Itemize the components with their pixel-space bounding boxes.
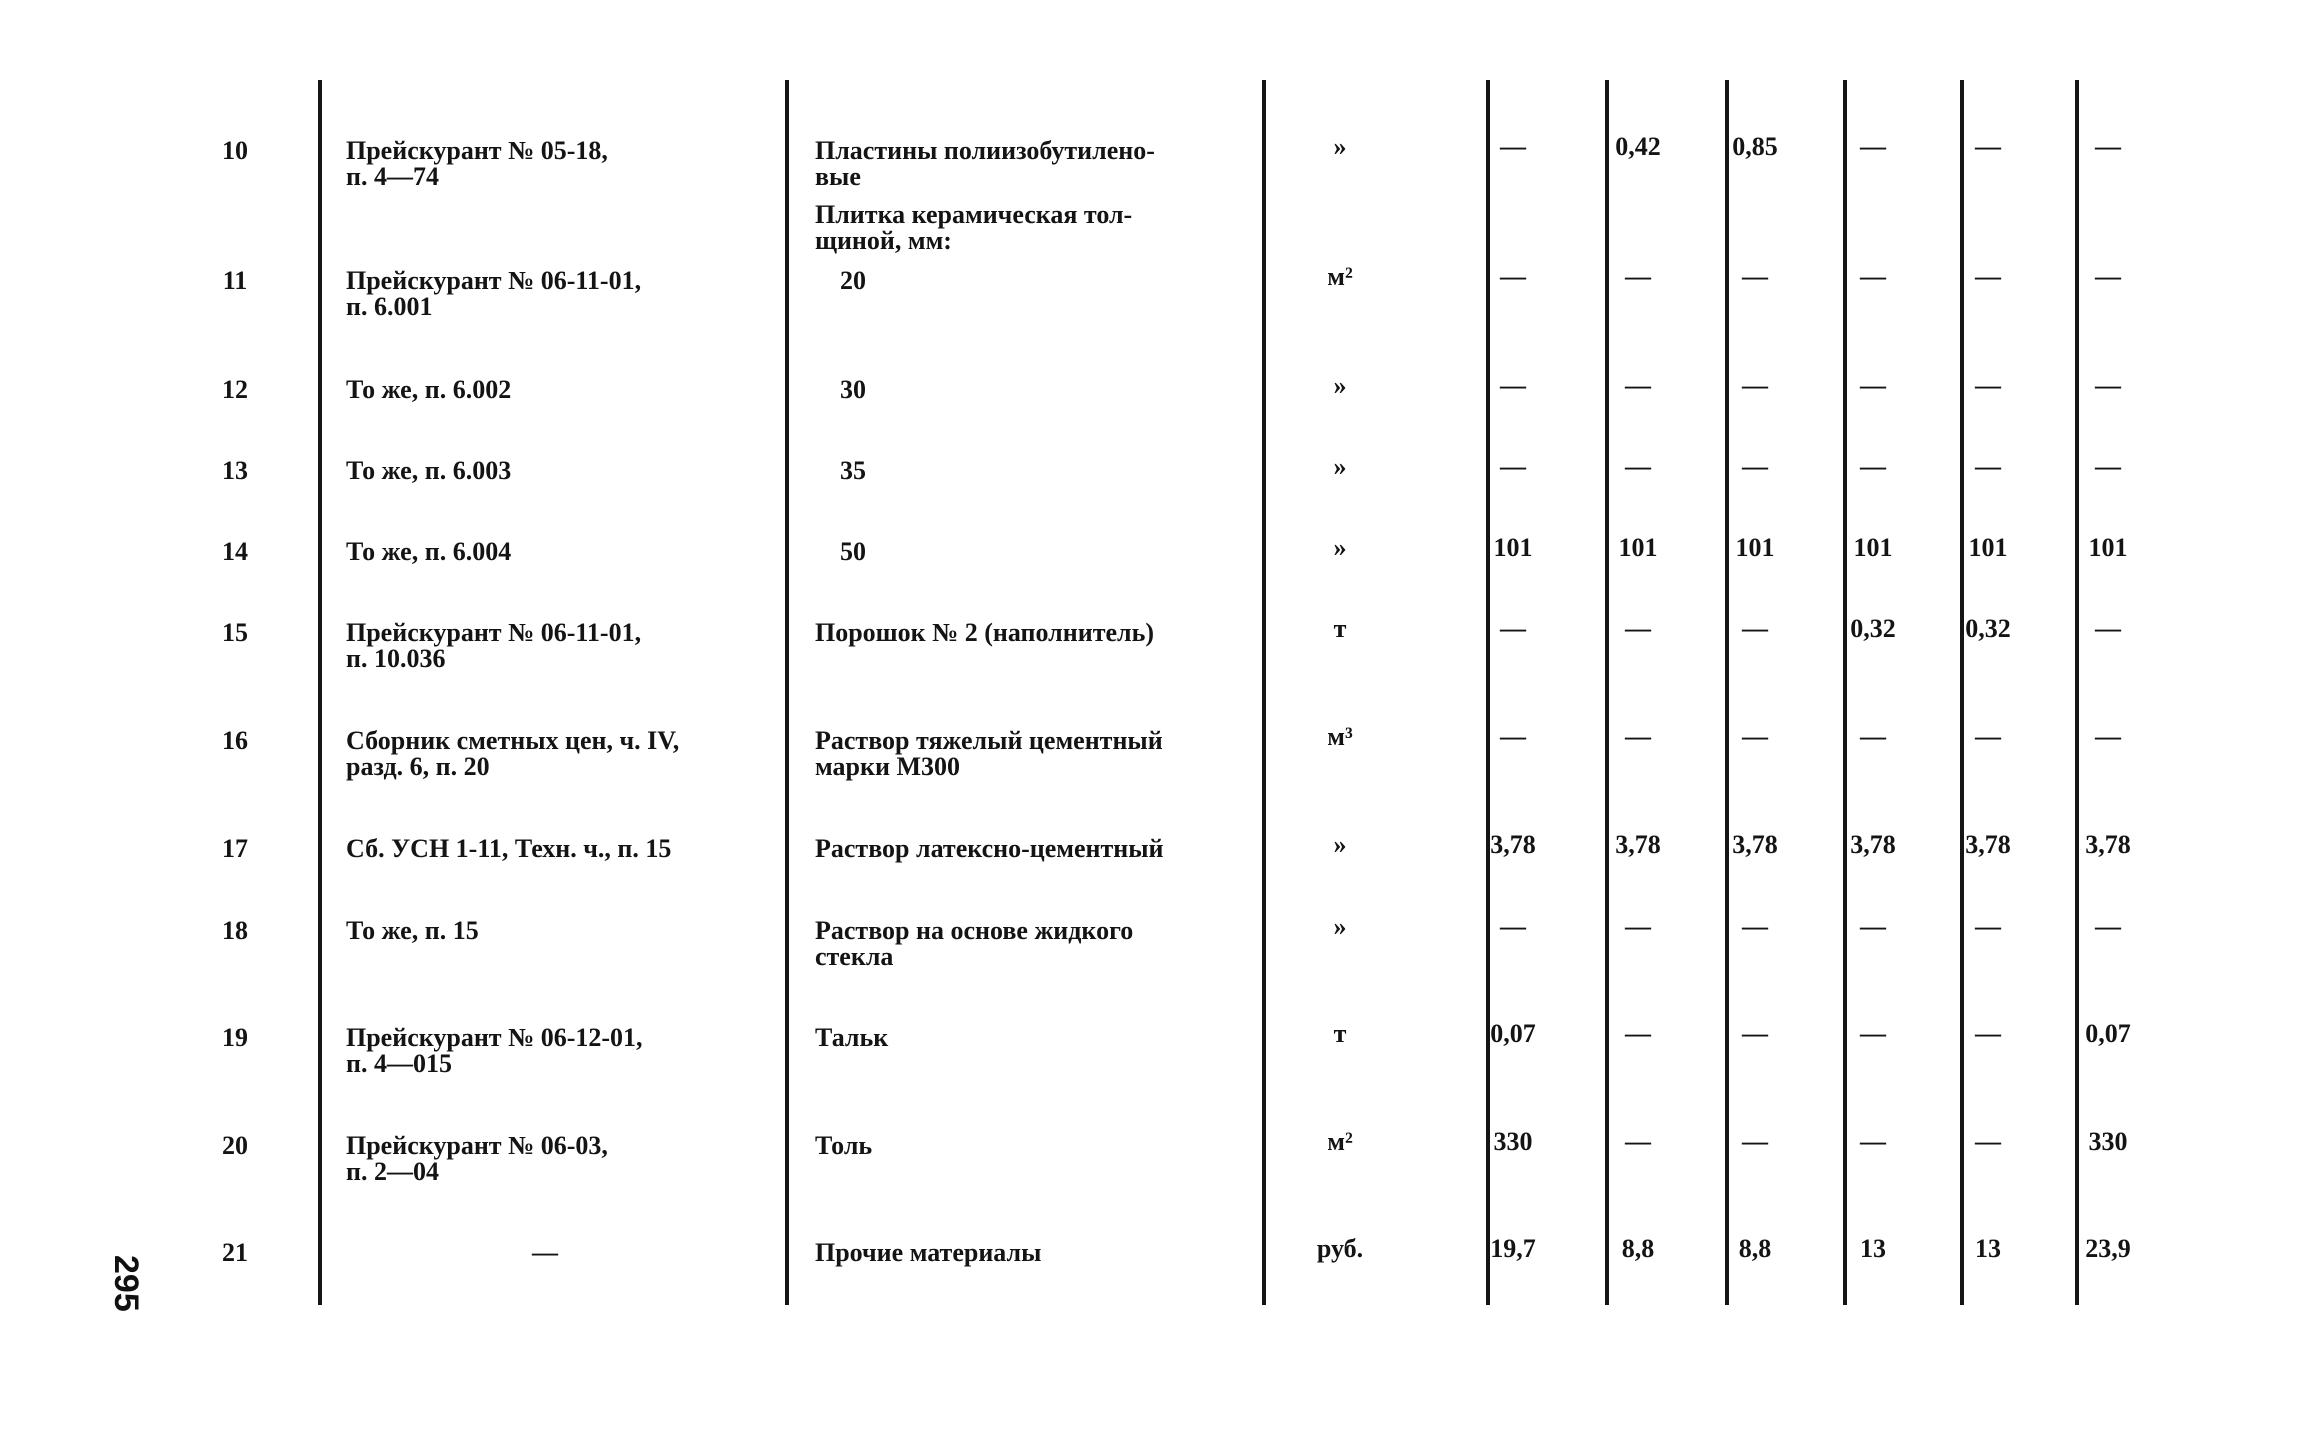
quantity-value: 3,78 [1615, 830, 1661, 859]
quantity-value: — [2095, 722, 2121, 751]
price-source: То же, п. 6.002 [346, 375, 512, 404]
quantity-value: 0,07 [2085, 1019, 2131, 1048]
quantity-value: 0,85 [1732, 132, 1778, 161]
quantity-value: — [1860, 371, 1886, 400]
material-name: Тальк [815, 1023, 889, 1052]
quantity-value: — [1742, 1127, 1768, 1156]
quantity-value: — [1625, 614, 1651, 643]
material-name: 50 [840, 537, 866, 566]
price-source: Прейскурант № 06-11-01, п. 6.001 [346, 266, 642, 321]
quantity-value: — [1742, 262, 1768, 291]
quantity-value: — [1860, 132, 1886, 161]
quantity-value: — [1500, 912, 1526, 941]
unit-of-measure: т [1333, 614, 1347, 643]
quantity-value: — [1625, 262, 1651, 291]
quantity-value: 0,32 [1965, 614, 2011, 643]
quantity-value: — [2095, 262, 2121, 291]
quantity-value: — [1500, 614, 1526, 643]
quantity-value: 330 [2088, 1127, 2128, 1156]
price-source: Сборник сметных цен, ч. IV, разд. 6, п. 20 [346, 726, 680, 781]
price-source: То же, п. 6.003 [346, 456, 512, 485]
quantity-value: — [1742, 912, 1768, 941]
quantity-value: 23,9 [2085, 1234, 2131, 1263]
material-name: Раствор тяжелый цементный марки М300 [815, 726, 1163, 781]
quantity-value: — [1500, 371, 1526, 400]
row-number: 18 [222, 916, 248, 945]
material-name: 30 [840, 375, 866, 404]
row-number: 17 [222, 834, 248, 863]
material-name: Прочие материалы [815, 1238, 1042, 1267]
quantity-value: — [1500, 452, 1526, 481]
quantity-value: 101 [1735, 533, 1775, 562]
quantity-value: — [2095, 912, 2121, 941]
material-name: 35 [840, 456, 866, 485]
unit-of-measure: м² [1327, 262, 1353, 291]
quantity-value: 3,78 [1490, 830, 1536, 859]
quantity-value: 101 [1968, 533, 2008, 562]
quantity-value: — [2095, 132, 2121, 161]
price-source: Сб. УСН 1-11, Техн. ч., п. 15 [346, 834, 672, 863]
price-source: Прейскурант № 06-11-01, п. 10.036 [346, 618, 642, 673]
price-source: Прейскурант № 06-03, п. 2—04 [346, 1131, 608, 1186]
row-number: 12 [222, 375, 248, 404]
quantity-value: — [1860, 262, 1886, 291]
quantity-value: — [1975, 132, 2001, 161]
quantity-value: 101 [1493, 533, 1533, 562]
material-name: Раствор на основе жидкого стекла [815, 916, 1134, 971]
row-number: 19 [222, 1023, 248, 1052]
quantity-value: 3,78 [1732, 830, 1778, 859]
quantity-value: 8,8 [1738, 1234, 1772, 1263]
quantity-value: — [1860, 1127, 1886, 1156]
column-rule [318, 80, 322, 1305]
material-name: Толь [815, 1131, 873, 1160]
quantity-value: — [2095, 452, 2121, 481]
quantity-value: — [1742, 722, 1768, 751]
quantity-value: — [1860, 912, 1886, 941]
quantity-value: — [1742, 371, 1768, 400]
quantity-value: 3,78 [1965, 830, 2011, 859]
material-name: Порошок № 2 (наполнитель) [815, 618, 1155, 647]
unit-of-measure: т [1333, 1019, 1347, 1048]
row-number: 21 [222, 1238, 248, 1267]
quantity-value: 3,78 [1850, 830, 1896, 859]
quantity-value: — [1975, 722, 2001, 751]
unit-of-measure: » [1333, 533, 1347, 562]
unit-of-measure: » [1333, 912, 1347, 941]
quantity-value: — [1975, 371, 2001, 400]
quantity-value: 3,78 [2085, 830, 2131, 859]
quantity-value: — [1742, 1019, 1768, 1048]
quantity-value: 101 [2088, 533, 2128, 562]
quantity-value: 0,07 [1490, 1019, 1536, 1048]
price-source: То же, п. 6.004 [346, 537, 512, 566]
column-rule [1262, 80, 1266, 1305]
row-number: 14 [222, 537, 248, 566]
quantity-value: — [1625, 371, 1651, 400]
quantity-value: — [1500, 722, 1526, 751]
quantity-value: 13 [1860, 1234, 1886, 1263]
quantity-value: — [1625, 1127, 1651, 1156]
quantity-value: 0,42 [1615, 132, 1661, 161]
quantity-value: — [1975, 912, 2001, 941]
unit-of-measure: руб. [1316, 1234, 1364, 1263]
row-number: 13 [222, 456, 248, 485]
unit-of-measure: м³ [1327, 722, 1353, 751]
quantity-value: 13 [1975, 1234, 2001, 1263]
quantity-value: — [2095, 614, 2121, 643]
quantity-value: — [1742, 452, 1768, 481]
page-number: 295 [107, 1255, 145, 1312]
material-name: Раствор латексно-цементный [815, 834, 1164, 863]
quantity-value: 330 [1493, 1127, 1533, 1156]
quantity-value: 19,7 [1490, 1234, 1536, 1263]
quantity-value: — [1500, 262, 1526, 291]
quantity-value: — [1975, 262, 2001, 291]
quantity-value: — [1975, 452, 2001, 481]
material-name: 20 [840, 266, 866, 295]
price-source: Прейскурант № 05-18, п. 4—74 [346, 136, 608, 191]
row-number: 20 [222, 1131, 248, 1160]
unit-of-measure: » [1333, 830, 1347, 859]
quantity-value: — [1625, 452, 1651, 481]
unit-of-measure: » [1333, 452, 1347, 481]
unit-of-measure: » [1333, 132, 1347, 161]
price-source: — [532, 1238, 558, 1267]
price-source: Прейскурант № 06-12-01, п. 4—015 [346, 1023, 643, 1078]
row-number: 15 [222, 618, 248, 647]
quantity-value: — [1625, 912, 1651, 941]
unit-of-measure: м² [1327, 1127, 1353, 1156]
quantity-value: — [1742, 614, 1768, 643]
quantity-value: — [1860, 722, 1886, 751]
quantity-value: 8,8 [1621, 1234, 1655, 1263]
row-number: 10 [222, 136, 248, 165]
quantity-value: — [1975, 1127, 2001, 1156]
quantity-value: — [1625, 1019, 1651, 1048]
quantity-value: — [1860, 1019, 1886, 1048]
quantity-value: — [1500, 132, 1526, 161]
quantity-value: — [1625, 722, 1651, 751]
row-number: 16 [222, 726, 248, 755]
quantity-value: — [1860, 452, 1886, 481]
material-heading: Плитка керамическая тол- щиной, мм: [815, 200, 1133, 255]
quantity-value: — [1975, 1019, 2001, 1048]
material-name: Пластины полиизобутилено- вые [815, 136, 1155, 191]
quantity-value: — [2095, 371, 2121, 400]
row-number: 11 [222, 266, 248, 295]
price-source: То же, п. 15 [346, 916, 479, 945]
quantity-value: 101 [1618, 533, 1658, 562]
quantity-value: 0,32 [1850, 614, 1896, 643]
column-rule [785, 80, 789, 1305]
unit-of-measure: » [1333, 371, 1347, 400]
quantity-value: 101 [1853, 533, 1893, 562]
